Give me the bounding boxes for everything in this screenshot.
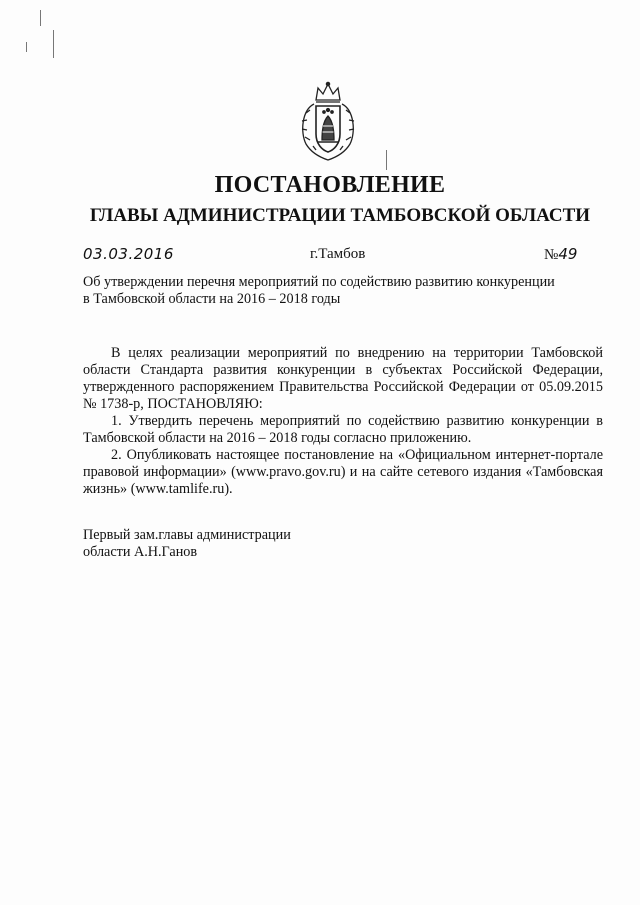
document-date: 03.03.2016: [83, 245, 174, 263]
heading-line: Об утверждении перечня мероприятий по содействию развитию конкуренции: [83, 274, 555, 290]
signature-block: [83, 527, 291, 561]
number-prefix: №: [544, 247, 559, 263]
scan-speck: [53, 30, 54, 58]
signatory-line: области А.Н.Ганов: [83, 544, 198, 560]
preamble-paragraph: В целях реализации мероприятий по внедрению на территории Тамбовской области Стандарта развития конкуренции в субъектах Российской Федерации, утвержденного распоряжением Правительства Российской Федерации от 05.09.2015 № 1738-р, ПОСТАНОВЛЯЮ:: [83, 345, 603, 412]
coat-of-arms-icon: [296, 80, 360, 162]
scan-speck: [386, 150, 387, 170]
document-body: [83, 345, 603, 498]
document-subtitle: ГЛАВЫ АДМИНИСТРАЦИИ ТАМБОВСКОЙ ОБЛАСТИ: [89, 205, 591, 226]
scan-speck: [40, 10, 41, 26]
number-value: 49: [558, 245, 578, 263]
document-title: ПОСТАНОВЛЕНИЕ: [214, 172, 446, 198]
scan-speck: [26, 42, 27, 52]
item-paragraph: 2. Опубликовать настоящее постановление на «Официальном интернет-портале правовой информации» (www.pravo.gov.ru) и на сайте сетевого издания «Тамбовская жизнь» (www.tamlife.ru).: [83, 447, 603, 497]
document-city: г.Тамбов: [310, 246, 366, 262]
item-paragraph: 1. Утвердить перечень мероприятий по содействию развитию конкуренции в Тамбовской области на 2016 – 2018 годы согласно приложению.: [83, 413, 603, 446]
signatory-line: Первый зам.главы администрации: [83, 527, 291, 543]
document-number: [544, 245, 577, 264]
heading-line: в Тамбовской области на 2016 – 2018 годы: [83, 291, 341, 307]
document-heading: [83, 274, 603, 308]
